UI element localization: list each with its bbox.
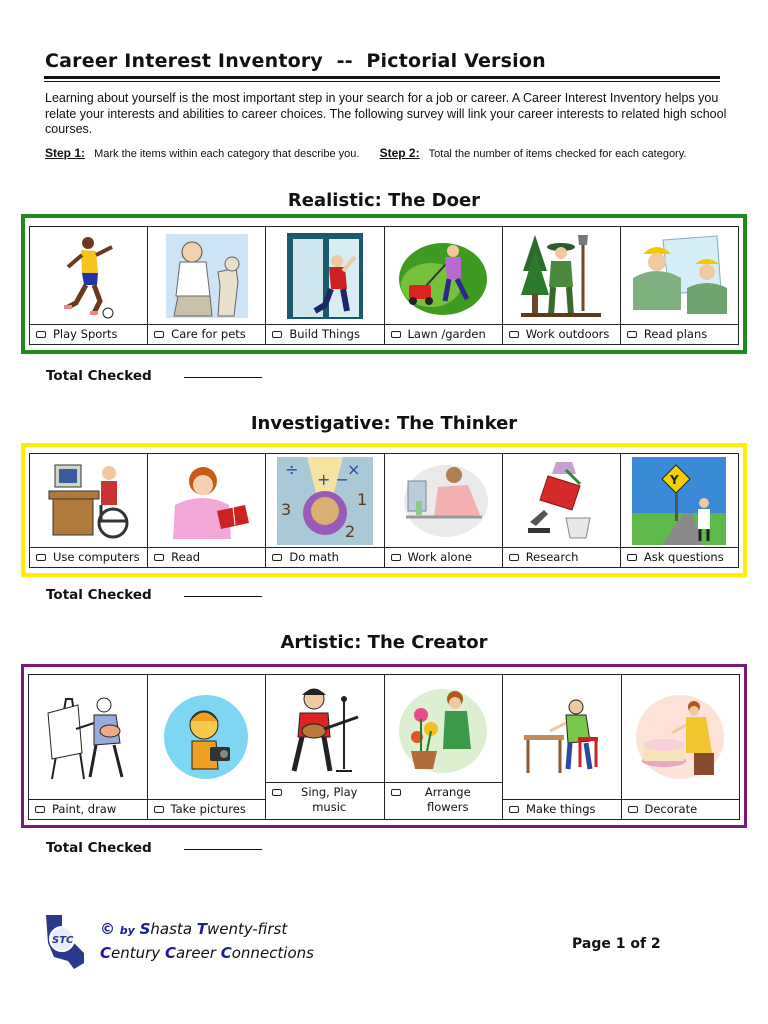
checkbox[interactable] [154, 331, 164, 338]
total-blank-realistic[interactable] [184, 377, 262, 378]
forest-ranger-icon [521, 231, 601, 321]
svg-text:×: × [346, 459, 361, 479]
item-read-plans[interactable]: Read plans [621, 227, 738, 344]
section-title-investigative: Investigative: The Thinker [250, 413, 518, 434]
checkbox[interactable] [154, 554, 164, 561]
checkbox[interactable] [154, 806, 164, 813]
realistic-grid [29, 226, 739, 345]
soccer-player-icon [54, 233, 124, 319]
total-checked-artistic: Total Checked [46, 840, 262, 856]
checkbox[interactable] [509, 806, 519, 813]
steps-line [45, 146, 735, 160]
item-work-alone[interactable]: Work alone [385, 454, 503, 567]
svg-text:+ −: + − [316, 469, 349, 489]
page-number: Page 1 of 2 [572, 936, 661, 952]
math-head-icon [277, 457, 373, 545]
item-paint-draw[interactable]: Paint, draw [29, 675, 148, 819]
photographer-icon [162, 693, 250, 781]
guitar-singer-icon [280, 685, 370, 773]
item-ask-questions[interactable]: Y Ask questions [621, 454, 738, 567]
item-use-computers[interactable]: Use computers [30, 454, 148, 567]
item-take-pictures[interactable]: Take pictures [148, 675, 267, 819]
section-title-artistic: Artistic: The Creator [280, 632, 488, 653]
checkbox[interactable] [509, 331, 519, 338]
svg-text:÷: ÷ [284, 459, 299, 479]
item-lawn-garden[interactable]: Lawn /garden [385, 227, 503, 344]
by-text: by [119, 924, 135, 937]
item-arrange-flowers[interactable]: Arrange flowers [385, 675, 504, 819]
title-rule-thin [44, 81, 720, 82]
title-rule-thick [44, 76, 720, 79]
checkbox[interactable] [36, 554, 46, 561]
item-read[interactable]: Read [148, 454, 266, 567]
step1-label: Step 1: [45, 146, 86, 160]
svg-text:2: 2 [344, 521, 356, 541]
crossroads-sign-icon [632, 457, 726, 545]
painter-easel-icon [44, 693, 132, 781]
item-care-for-pets[interactable]: Care for pets [148, 227, 266, 344]
page-title: Career Interest Inventory -- Pictorial Version [45, 50, 546, 72]
copyright-symbol: © [100, 920, 115, 938]
microscope-book-icon [526, 458, 596, 544]
carpenter-icon [285, 231, 365, 321]
checkbox[interactable] [509, 554, 519, 561]
crafter-at-table-icon [520, 697, 604, 777]
checkbox[interactable] [272, 554, 282, 561]
step1-text: Mark the items within each category that describe you. [94, 148, 360, 160]
item-build-things[interactable]: Build Things [266, 227, 384, 344]
artistic-grid [28, 674, 740, 820]
item-do-math[interactable]: ÷ × + − 3 1 2 Do math [266, 454, 384, 567]
california-map-logo-icon [40, 913, 90, 971]
total-blank-investigative[interactable] [184, 596, 262, 597]
reading-girl-icon [159, 461, 255, 541]
checkbox[interactable] [272, 331, 282, 338]
realistic-frame [21, 214, 747, 354]
section-title-realistic: Realistic: The Doer [287, 190, 481, 211]
total-checked-realistic: Total Checked [46, 368, 262, 384]
florist-icon [397, 685, 489, 773]
step2-label: Step 2: [379, 146, 420, 160]
lawn-mower-icon [395, 235, 491, 317]
svg-text:STC: STC [52, 935, 74, 946]
cake-decorator-icon [634, 693, 726, 781]
item-sing-play-music[interactable]: Sing, Play music [266, 675, 385, 819]
investigative-grid [29, 453, 739, 568]
item-play-sports[interactable]: Play Sports [30, 227, 148, 344]
intro-paragraph: Learning about yourself is the most important step in your search for a job or career. A Career Interest Inventory helps you relate your interests and abilities to career choices. The following survey will link your career interests to related high school courses. [45, 91, 727, 136]
step2-text: Total the number of items checked for each category. [428, 148, 687, 160]
item-research[interactable]: Research [503, 454, 621, 567]
checkbox[interactable] [391, 554, 401, 561]
checkbox[interactable] [627, 331, 637, 338]
checkbox[interactable] [35, 806, 45, 813]
engineers-with-plans-icon [629, 234, 729, 318]
item-decorate[interactable]: Decorate [622, 675, 740, 819]
item-make-things[interactable]: Make things [503, 675, 622, 819]
item-work-outdoors[interactable]: Work outdoors [503, 227, 621, 344]
svg-text:3: 3 [280, 499, 292, 519]
man-with-dog-icon [162, 232, 252, 320]
total-blank-artistic[interactable] [184, 849, 262, 850]
lab-worker-icon [398, 461, 488, 541]
checkbox[interactable] [272, 789, 282, 796]
total-checked-investigative: Total Checked [46, 587, 262, 603]
checkbox[interactable] [628, 806, 638, 813]
artistic-frame [21, 664, 747, 828]
footer-credit: © by Shasta Twenty-first Century Career Connections [100, 920, 314, 962]
checkbox[interactable] [627, 554, 637, 561]
investigative-frame [21, 443, 747, 577]
svg-text:Y: Y [670, 472, 680, 487]
computer-user-icon [47, 461, 131, 541]
checkbox[interactable] [36, 331, 46, 338]
checkbox[interactable] [391, 789, 401, 796]
svg-text:1: 1 [356, 489, 368, 509]
stc-logo [40, 913, 90, 975]
checkbox[interactable] [391, 331, 401, 338]
